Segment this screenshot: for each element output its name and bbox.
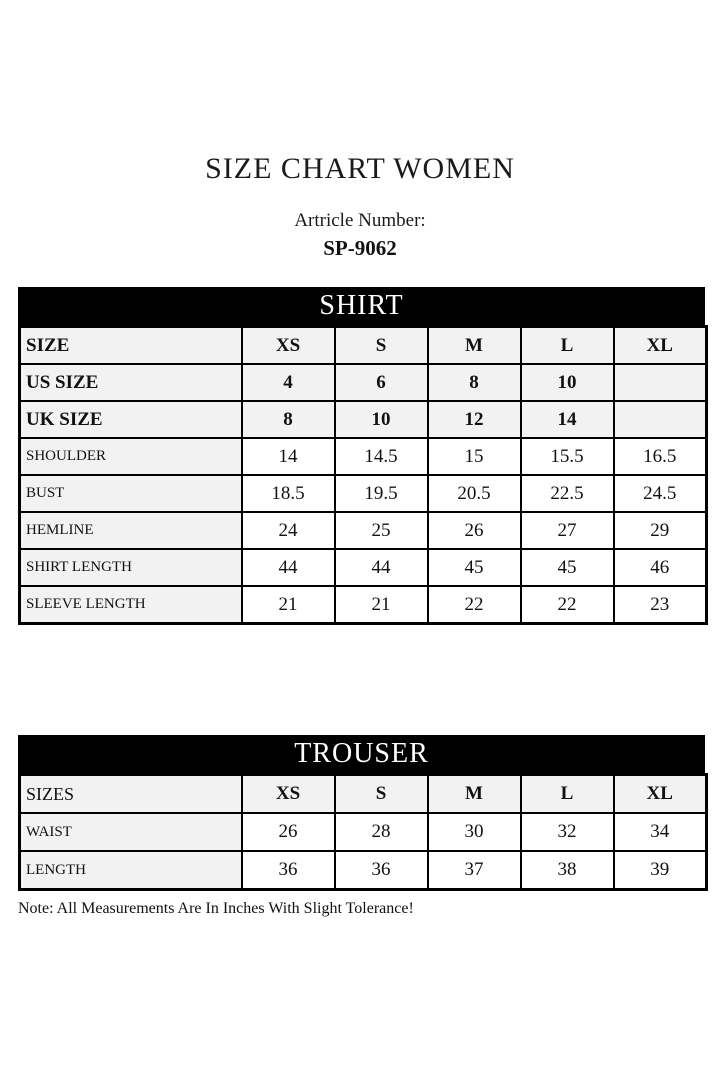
row-label: HEMLINE [20, 512, 242, 549]
article-number-value: SP-9062 [323, 236, 397, 260]
cell-value: 14.5 [335, 438, 428, 475]
cell-value: 46 [614, 549, 707, 586]
cell-value: 6 [335, 364, 428, 401]
table-row [20, 438, 707, 475]
cell-value: 14 [521, 401, 614, 438]
cell-value: XL [614, 327, 707, 365]
row-label: SIZE [20, 327, 242, 365]
cell-value: 27 [521, 512, 614, 549]
cell-value: 28 [335, 813, 428, 851]
shirt-table-title: SHIRT [18, 287, 705, 325]
cell-value: L [521, 327, 614, 365]
cell-value: 29 [614, 512, 707, 549]
table-row [20, 327, 707, 365]
row-label: LENGTH [20, 851, 242, 890]
cell-value: 10 [521, 364, 614, 401]
shirt-size-table [18, 325, 708, 625]
cell-value: 34 [614, 813, 707, 851]
cell-value: 39 [614, 851, 707, 890]
cell-value: 19.5 [335, 475, 428, 512]
cell-value: XS [242, 327, 335, 365]
cell-value: 25 [335, 512, 428, 549]
cell-value: 44 [335, 549, 428, 586]
cell-value: S [335, 775, 428, 814]
cell-value: 8 [428, 364, 521, 401]
cell-value: 36 [242, 851, 335, 890]
trouser-section [18, 735, 705, 891]
cell-value: XS [242, 775, 335, 814]
row-label: BUST [20, 475, 242, 512]
cell-value: 26 [428, 512, 521, 549]
trouser-table-title: TROUSER [18, 735, 705, 773]
cell-value: 15 [428, 438, 521, 475]
row-label: SLEEVE LENGTH [20, 586, 242, 624]
cell-value: 32 [521, 813, 614, 851]
row-label: UK SIZE [20, 401, 242, 438]
cell-value: 15.5 [521, 438, 614, 475]
cell-value [614, 364, 707, 401]
cell-value: XL [614, 775, 707, 814]
cell-value: S [335, 327, 428, 365]
cell-value: 24 [242, 512, 335, 549]
article-number-label: Artricle Number: [294, 210, 426, 231]
cell-value: 18.5 [242, 475, 335, 512]
cell-value: 10 [335, 401, 428, 438]
cell-value: 16.5 [614, 438, 707, 475]
table-row [20, 813, 707, 851]
row-label: WAIST [20, 813, 242, 851]
row-label: SHIRT LENGTH [20, 549, 242, 586]
cell-value: M [428, 327, 521, 365]
cell-value: 37 [428, 851, 521, 890]
table-row [20, 401, 707, 438]
row-label: SHOULDER [20, 438, 242, 475]
shirt-section [18, 287, 705, 625]
cell-value: 8 [242, 401, 335, 438]
table-row [20, 364, 707, 401]
page-title: SIZE CHART WOMEN [205, 152, 515, 185]
cell-value: 12 [428, 401, 521, 438]
cell-value: 22 [521, 586, 614, 624]
cell-value: 36 [335, 851, 428, 890]
cell-value: 21 [242, 586, 335, 624]
cell-value: 21 [335, 586, 428, 624]
row-label: SIZES [20, 775, 242, 814]
trouser-size-table [18, 773, 708, 891]
cell-value: 24.5 [614, 475, 707, 512]
cell-value: 20.5 [428, 475, 521, 512]
cell-value: 14 [242, 438, 335, 475]
cell-value: 22 [428, 586, 521, 624]
cell-value: 45 [428, 549, 521, 586]
cell-value: 45 [521, 549, 614, 586]
row-label: US SIZE [20, 364, 242, 401]
cell-value: 4 [242, 364, 335, 401]
cell-value: 30 [428, 813, 521, 851]
table-row [20, 549, 707, 586]
cell-value: L [521, 775, 614, 814]
measurement-note: Note: All Measurements Are In Inches With Slight Tolerance! [18, 900, 414, 917]
cell-value: 26 [242, 813, 335, 851]
table-row [20, 851, 707, 890]
cell-value: 22.5 [521, 475, 614, 512]
cell-value: 44 [242, 549, 335, 586]
table-row [20, 775, 707, 814]
cell-value: 23 [614, 586, 707, 624]
table-row [20, 512, 707, 549]
cell-value [614, 401, 707, 438]
cell-value: 38 [521, 851, 614, 890]
cell-value: M [428, 775, 521, 814]
table-row [20, 475, 707, 512]
table-row [20, 586, 707, 624]
